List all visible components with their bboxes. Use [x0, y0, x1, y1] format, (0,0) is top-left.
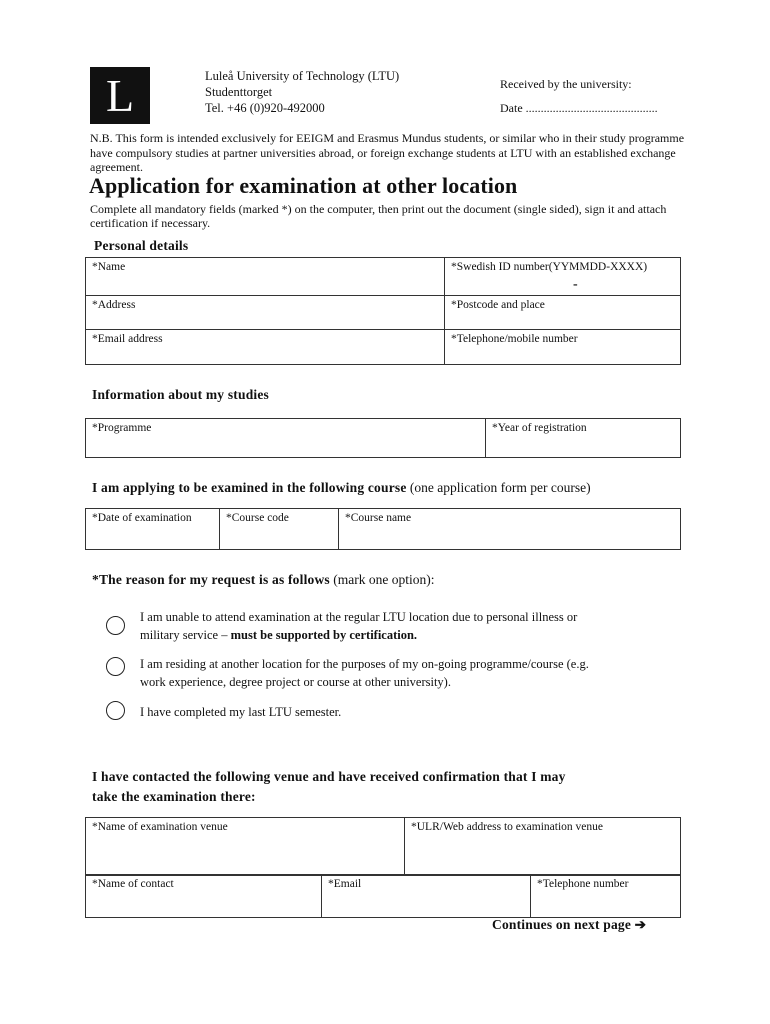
exam-date-label: *Date of examination: [92, 512, 192, 524]
name-label: *Name: [92, 261, 126, 273]
instructions: Complete all mandatory fields (marked *) on the computer, then print out the document (single sided), sign it and attach certification if necessary.: [90, 202, 667, 230]
ltu-logo: [90, 67, 150, 124]
completed-text: I have completed my last LTU semester.: [140, 705, 342, 719]
venue-name-label: *Name of examination venue: [92, 821, 228, 833]
email-label: *Email address: [92, 333, 163, 345]
name-field[interactable]: [86, 258, 445, 296]
address-label: *Address: [92, 299, 136, 311]
arrow-right-icon: ➔: [634, 917, 647, 932]
illness-text-line2: [140, 626, 577, 644]
course-heading: [92, 480, 591, 496]
illness-radio[interactable]: [106, 616, 125, 635]
reason-heading-bold: *The reason for my request is as follows: [92, 572, 330, 587]
reason-heading: [92, 572, 435, 588]
logo-letter: L: [105, 69, 135, 121]
venue-url-label: *ULR/Web address to examination venue: [411, 821, 603, 833]
postcode-label: *Postcode and place: [451, 299, 545, 311]
contact-email-label: *Email: [328, 878, 362, 890]
received-label: Received by the university:: [500, 77, 632, 91]
illness-text-normal: military service –: [140, 628, 231, 642]
venue-heading: [92, 767, 566, 807]
residing-text-line2: work experience, degree project or course at other university).: [140, 675, 451, 689]
course-heading-note: (one application form per course): [406, 480, 591, 495]
venue-url-field[interactable]: [405, 818, 681, 876]
course-name-label: *Course name: [345, 512, 412, 524]
contact-name-field[interactable]: [86, 875, 322, 918]
id-separator: -: [573, 277, 578, 292]
telephone-field[interactable]: [445, 330, 681, 365]
university-address: [205, 68, 399, 116]
contact-phone-label: *Telephone number: [537, 878, 629, 890]
course-name-field[interactable]: [339, 509, 681, 550]
studies-heading: Information about my studies: [92, 387, 269, 402]
contact-email-field[interactable]: [322, 875, 531, 918]
telephone-label: *Telephone/mobile number: [451, 333, 578, 345]
university-location: Studenttorget: [205, 85, 273, 99]
continues-note: [492, 917, 646, 933]
programme-label: *Programme: [92, 422, 152, 434]
exam-date-field[interactable]: [86, 509, 220, 550]
email-field[interactable]: [86, 330, 445, 365]
programme-field[interactable]: [86, 419, 486, 458]
residing-radio[interactable]: [106, 657, 125, 676]
personal-details-table: [85, 257, 681, 365]
venue-name-field[interactable]: [86, 818, 405, 876]
course-code-field[interactable]: [220, 509, 339, 550]
date-field[interactable]: Date ............................................: [500, 101, 658, 115]
course-heading-bold: I am applying to be examined in the following course: [92, 480, 407, 495]
contact-phone-field[interactable]: [531, 875, 681, 918]
illness-text-line1: I am unable to attend examination at the regular LTU location due to personal illness or: [140, 610, 578, 624]
page-title: Application for examination at other location: [89, 173, 518, 198]
year-label: *Year of registration: [492, 422, 587, 434]
residing-text-line1: I am residing at another location for the purposes of my on-going programme/course (e.g.: [140, 657, 589, 671]
venue-heading-line1: I have contacted the following venue and have received confirmation that I may: [92, 769, 566, 784]
continues-text: Continues on next page: [492, 917, 632, 932]
postcode-field[interactable]: [445, 296, 681, 330]
address-field[interactable]: [86, 296, 445, 330]
completed-radio[interactable]: [106, 701, 125, 720]
university-phone: Tel. +46 (0)920-492000: [205, 101, 325, 115]
course-table: [85, 508, 681, 550]
contact-table: [85, 874, 681, 918]
university-name: Luleå University of Technology (LTU): [205, 69, 400, 83]
venue-heading-line2: take the examination there:: [92, 789, 256, 804]
course-code-label: *Course code: [226, 512, 289, 524]
contact-name-label: *Name of contact: [92, 878, 174, 890]
swedish-id-field[interactable]: [445, 258, 681, 296]
illness-text-bold: must be supported by certification.: [230, 628, 418, 642]
swedish-id-label: *Swedish ID number(YYMMDD-XXXX): [451, 261, 648, 273]
personal-details-heading: Personal details: [94, 238, 189, 253]
venue-table: [85, 817, 681, 876]
studies-table: [85, 418, 681, 458]
year-field[interactable]: [486, 419, 681, 458]
reason-heading-note: (mark one option):: [329, 572, 435, 587]
eligibility-note: N.B. This form is intended exclusively for EEIGM and Erasmus Mundus students, or similar who in their study programme have compulsory studies at partner universities abroad, or foreign exchange students at LTU with an established exchange agreement.: [90, 131, 685, 174]
